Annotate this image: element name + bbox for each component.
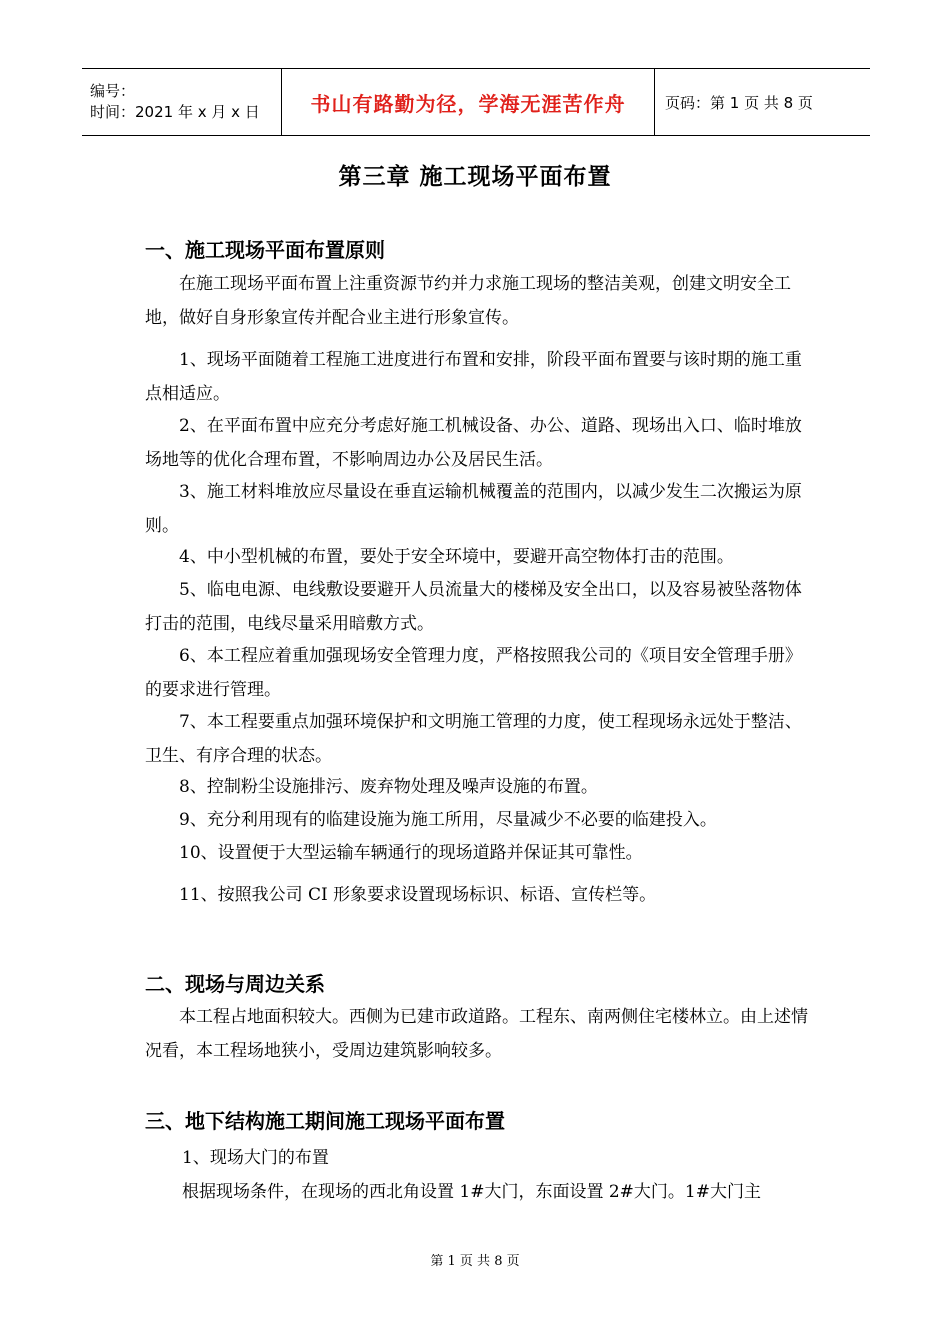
section-2-title: 二、现场与周边关系 bbox=[145, 972, 325, 996]
section-1-item-11: 11、按照我公司 CI 形象要求设置现场标识、标语、宣传栏等。 bbox=[179, 885, 657, 905]
header-page-info: 页码：第 1 页 共 8 页 bbox=[665, 93, 813, 112]
section-1-item-8: 8、控制粉尘设施排污、废弃物处理及噪声设施的布置。 bbox=[179, 777, 598, 797]
section-1-item-7: 7、本工程要重点加强环境保护和文明施工管理的力度，使工程现场永远处于整洁、卫生、有序合理的状态。 bbox=[145, 712, 802, 766]
section-1-item-2: 2、在平面布置中应充分考虑好施工机械设备、办公、道路、现场出入口、临时堆放场地等的优化合理布置，不影响周边办公及居民生活。 bbox=[145, 416, 802, 470]
section-1-intro: 在施工现场平面布置上注重资源节约并力求施工现场的整洁美观，创建文明安全工地，做好自身形象宣传并配合业主进行形象宣传。 bbox=[145, 274, 791, 328]
doc-date-label: 时间：2021 年 x 月 x 日 bbox=[90, 103, 260, 121]
page-footer: 第 1 页 共 8 页 bbox=[430, 1254, 520, 1269]
section-3-title: 三、地下结构施工期间施工现场平面布置 bbox=[145, 1109, 505, 1133]
section-1-item-4: 4、中小型机械的布置，要处于安全环境中，要避开高空物体打击的范围。 bbox=[179, 547, 734, 567]
section-1-item-6: 6、本工程应着重加强现场安全管理力度，严格按照我公司的《项目安全管理手册》的要求进行管理。 bbox=[145, 646, 802, 700]
section-3-body: 根据现场条件，在现场的西北角设置 1#大门，东面设置 2#大门。1#大门主 bbox=[182, 1182, 761, 1202]
section-1-title: 一、施工现场平面布置原则 bbox=[145, 238, 385, 262]
section-1-item-9: 9、充分利用现有的临建设施为施工所用，尽量减少不必要的临建投入。 bbox=[179, 810, 717, 830]
header-motto-cell bbox=[282, 69, 655, 135]
header-left-cell bbox=[82, 69, 282, 135]
header-motto: 书山有路勤为径，学海无涯苦作舟 bbox=[310, 91, 626, 116]
section-1-item-5: 5、临电电源、电线敷设要避开人员流量大的楼梯及安全出口，以及容易被坠落物体打击的范围，电线尽量采用暗敷方式。 bbox=[145, 580, 802, 634]
section-1-item-1: 1、现场平面随着工程施工进度进行布置和安排，阶段平面布置要与该时期的施工重点相适应。 bbox=[145, 350, 802, 404]
section-1-item-3: 3、施工材料堆放应尽量设在垂直运输机械覆盖的范围内，以减少发生二次搬运为原则。 bbox=[145, 482, 802, 536]
chapter-title: 第三章 施工现场平面布置 bbox=[338, 164, 612, 190]
doc-number-label: 编号： bbox=[90, 82, 136, 100]
section-3-item-1: 1、现场大门的布置 bbox=[182, 1148, 329, 1168]
section-2-body: 本工程占地面积较大。西侧为已建市政道路。工程东、南两侧住宅楼林立。由上述情况看，本工程场地狭小，受周边建筑影响较多。 bbox=[145, 1007, 808, 1061]
section-1-item-10: 10、设置便于大型运输车辆通行的现场道路并保证其可靠性。 bbox=[179, 843, 643, 863]
document-header bbox=[82, 68, 870, 136]
